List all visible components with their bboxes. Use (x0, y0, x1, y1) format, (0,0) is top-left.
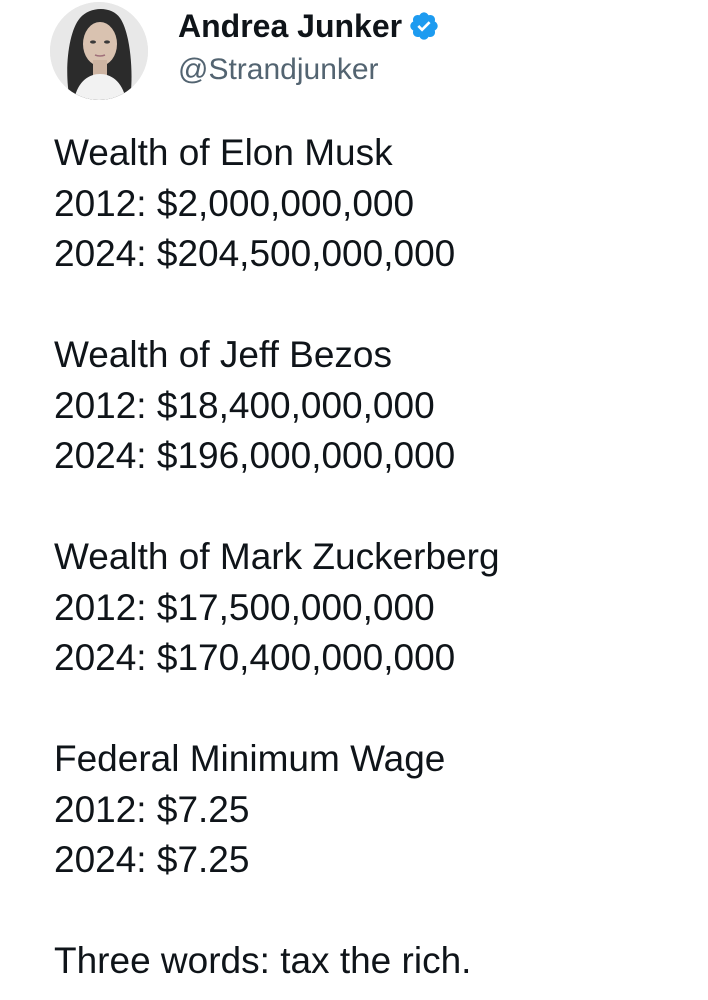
tweet-text-line: Wealth of Mark Zuckerberg (54, 536, 500, 577)
verified-badge-icon (408, 10, 440, 42)
tweet-text-line: 2024: $204,500,000,000 (54, 233, 456, 274)
tweet-blank-line (54, 684, 694, 735)
tweet-text-line: 2012: $18,400,000,000 (54, 384, 435, 426)
tweet-text (54, 128, 694, 987)
tweet-blank-line (54, 482, 694, 533)
tweet-text-line: 2024: $7.25 (54, 839, 250, 880)
tweet-text-line: 2024: $196,000,000,000 (54, 435, 456, 476)
tweet-text-line: 2012: $2,000,000,000 (54, 182, 415, 224)
tweet-text-line: Wealth of Elon Musk (54, 132, 393, 173)
tweet-blank-line (54, 280, 694, 331)
tweet-header (50, 0, 670, 100)
tweet-text-line: 2012: $7.25 (54, 788, 250, 830)
avatar-photo-icon (50, 2, 148, 100)
avatar[interactable] (50, 2, 148, 100)
tweet-text-line: 2024: $170,400,000,000 (54, 637, 456, 678)
tweet-text-line: Wealth of Jeff Bezos (54, 334, 392, 375)
tweet-blank-line (54, 886, 694, 937)
author-display-name[interactable]: Andrea Junker (178, 8, 403, 44)
tweet-text-line: Federal Minimum Wage (54, 738, 446, 779)
author-name-row (178, 4, 440, 48)
tweet-text-line: 2012: $17,500,000,000 (54, 586, 435, 628)
author-handle[interactable]: @Strandjunker (178, 53, 379, 86)
tweet-text-line: Three words: tax the rich. (54, 940, 472, 981)
